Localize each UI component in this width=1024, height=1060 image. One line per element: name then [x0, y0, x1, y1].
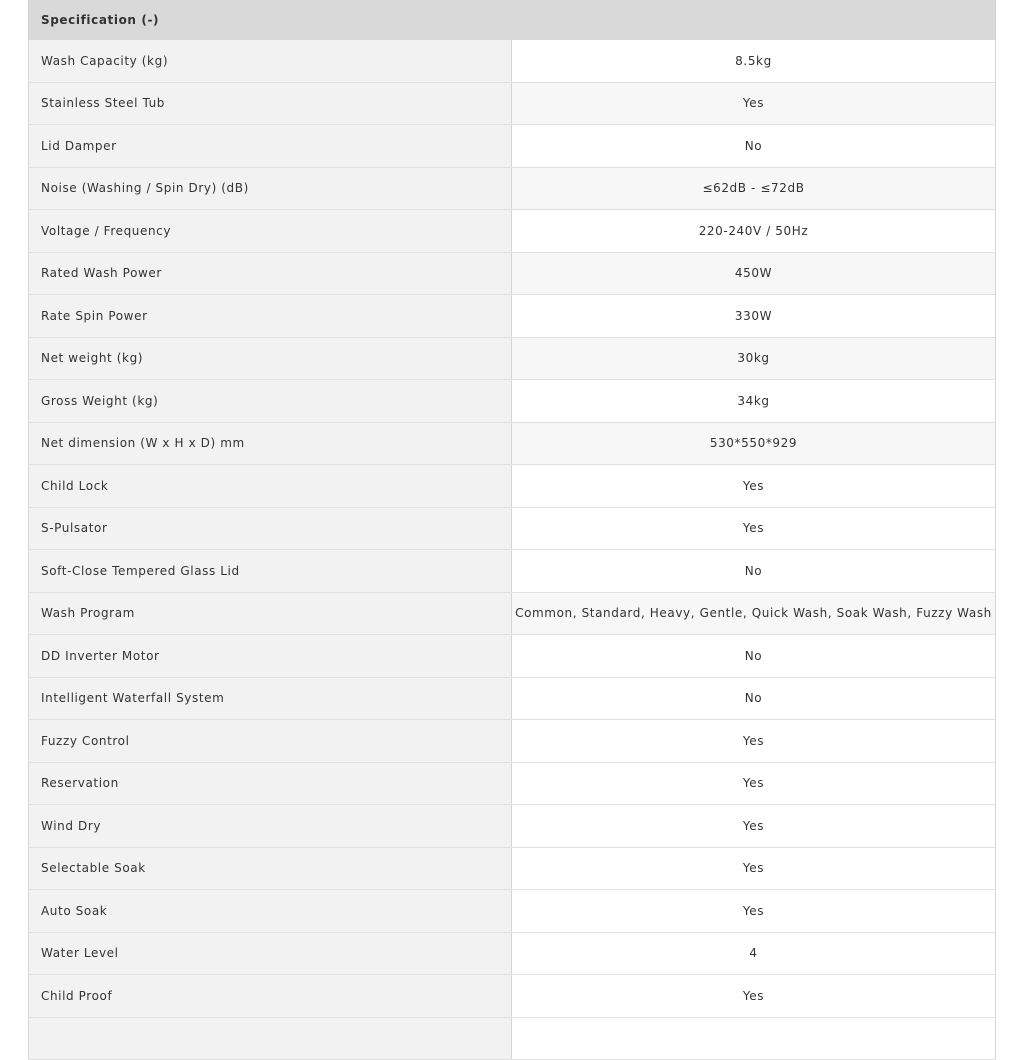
table-row [28, 635, 996, 678]
spec-value: No [512, 678, 996, 720]
spec-label: Wind Dry [28, 805, 512, 847]
spec-label: Reservation [28, 763, 512, 805]
spec-label: S-Pulsator [28, 508, 512, 550]
spec-value: 220-240V / 50Hz [512, 210, 996, 252]
table-row [28, 550, 996, 593]
spec-value: No [512, 635, 996, 677]
spec-value: No [512, 550, 996, 592]
table-row [28, 720, 996, 763]
spec-value: 34kg [512, 380, 996, 422]
spec-label: Gross Weight (kg) [28, 380, 512, 422]
spec-label: Intelligent Waterfall System [28, 678, 512, 720]
spec-value: Yes [512, 848, 996, 890]
spec-label: Stainless Steel Tub [28, 83, 512, 125]
spec-value: Yes [512, 83, 996, 125]
table-row [28, 933, 996, 976]
table-row [28, 125, 996, 168]
table-row [28, 805, 996, 848]
table-row [28, 975, 996, 1018]
table-row [28, 295, 996, 338]
table-row [28, 338, 996, 381]
spec-label: Net dimension (W x H x D) mm [28, 423, 512, 465]
spec-label: Voltage / Frequency [28, 210, 512, 252]
spec-label: Rated Wash Power [28, 253, 512, 295]
spec-label: Soft-Close Tempered Glass Lid [28, 550, 512, 592]
table-row [28, 380, 996, 423]
spec-label: DD Inverter Motor [28, 635, 512, 677]
spec-label: Child Lock [28, 465, 512, 507]
spec-label: Water Level [28, 933, 512, 975]
spec-label: Net weight (kg) [28, 338, 512, 380]
table-row [28, 83, 996, 126]
specification-title: Specification (-) [41, 13, 159, 27]
table-row [28, 890, 996, 933]
specification-header [28, 0, 996, 40]
spec-label: Auto Soak [28, 890, 512, 932]
spec-value: 30kg [512, 338, 996, 380]
table-row [28, 465, 996, 508]
spec-value: Yes [512, 805, 996, 847]
spec-label: Rate Spin Power [28, 295, 512, 337]
spec-value: ≤62dB - ≤72dB [512, 168, 996, 210]
spec-value: 450W [512, 253, 996, 295]
spec-value: 530*550*929 [512, 423, 996, 465]
spec-label: Fuzzy Control [28, 720, 512, 762]
table-row [28, 593, 996, 636]
spec-value: Yes [512, 720, 996, 762]
spec-label: Selectable Soak [28, 848, 512, 890]
spec-value: Yes [512, 763, 996, 805]
spec-label: Lid Damper [28, 125, 512, 167]
spec-label: Child Proof [28, 975, 512, 1017]
spec-label: Noise (Washing / Spin Dry) (dB) [28, 168, 512, 210]
spec-label: Wash Program [28, 593, 512, 635]
spec-value: Yes [512, 465, 996, 507]
spec-label: Wash Capacity (kg) [28, 40, 512, 82]
table-row [28, 40, 996, 83]
spec-value: Yes [512, 975, 996, 1017]
table-row [28, 168, 996, 211]
table-row [28, 253, 996, 296]
spec-value: 330W [512, 295, 996, 337]
spec-value: 8.5kg [512, 40, 996, 82]
spec-value: 4 [512, 933, 996, 975]
specification-rows [28, 40, 996, 1060]
table-row [28, 210, 996, 253]
spec-value: No [512, 125, 996, 167]
table-row [28, 678, 996, 721]
specification-table [28, 0, 996, 1060]
table-row [28, 423, 996, 466]
spec-value: Yes [512, 508, 996, 550]
spec-value: Common, Standard, Heavy, Gentle, Quick Wash, Soak Wash, Fuzzy Wash [512, 593, 996, 635]
spec-value: Yes [512, 890, 996, 932]
table-row [28, 848, 996, 891]
table-row [28, 763, 996, 806]
table-row [28, 508, 996, 551]
